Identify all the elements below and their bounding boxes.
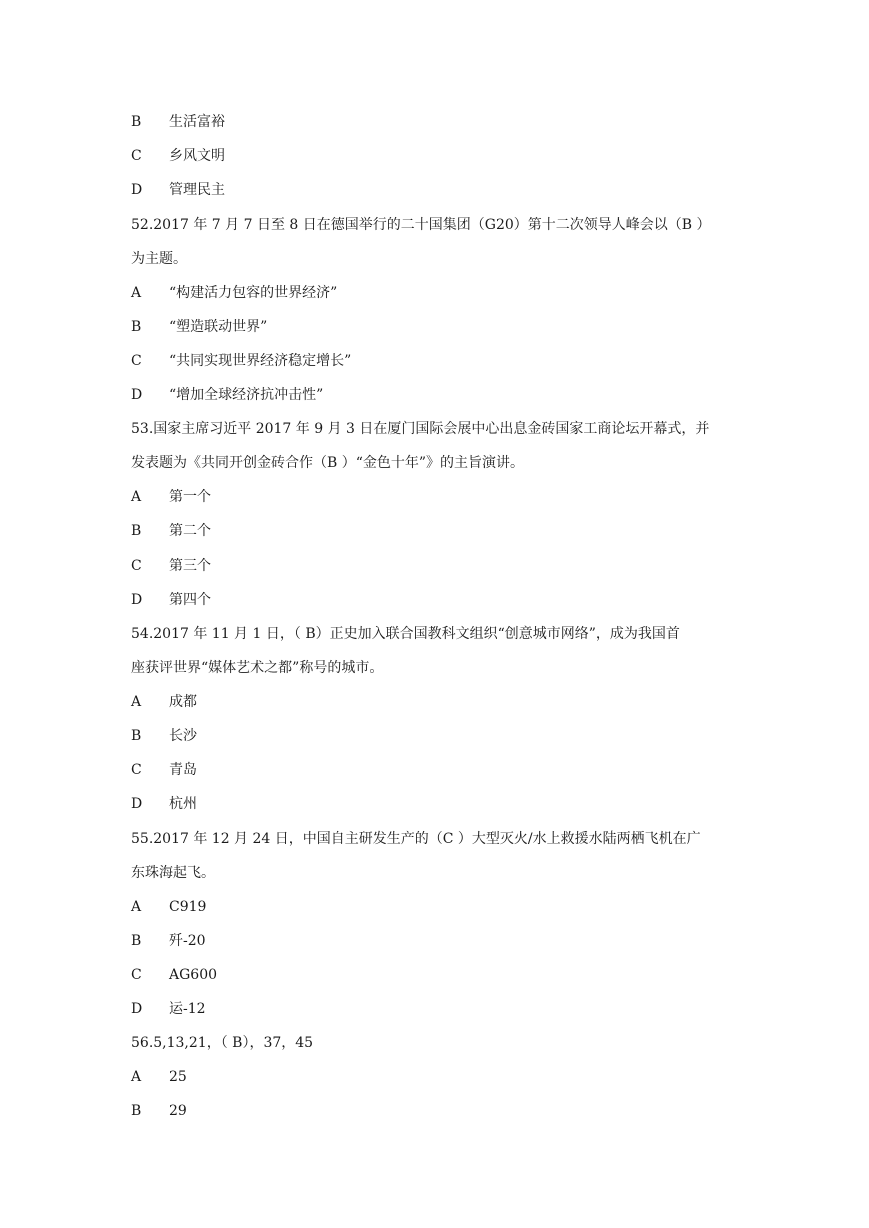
option-text: “增加全球经济抗冲击性” [169,387,324,403]
option-line [131,112,225,132]
option-line [131,692,197,712]
option-text: 杭州 [169,796,197,812]
option-letter: D [131,387,143,403]
option-letter: A [131,489,142,505]
option-line [131,897,206,917]
question-text: 东珠海起飞。 [131,865,215,881]
option-letter: D [131,592,143,608]
option-line [131,283,337,303]
option-text: 运-12 [169,1001,206,1017]
option-letter: C [131,967,142,983]
option-line [131,385,323,405]
option-line [131,317,267,337]
option-text: 29 [169,1103,187,1119]
option-letter: B [131,1103,142,1119]
option-letter: C [131,762,142,778]
option-letter: A [131,285,142,301]
option-text: “共同实现世界经济稳定增长” [169,353,352,369]
option-letter: B [131,523,142,539]
option-line [131,726,197,746]
option-text: 第三个 [169,558,211,574]
option-text: 管理民主 [169,182,225,198]
option-text: 第二个 [169,523,211,539]
option-text: 长沙 [169,728,197,744]
option-text: “塑造联动世界” [169,319,268,335]
option-line [131,180,225,200]
option-letter: D [131,796,143,812]
option-line [131,590,211,610]
option-line [131,351,351,371]
option-line [131,999,206,1019]
option-text: C919 [169,899,207,915]
option-text: 第四个 [169,592,211,608]
option-letter: B [131,933,142,949]
option-line [131,556,211,576]
option-text: 成都 [169,694,197,710]
option-line [131,521,211,541]
option-letter: A [131,694,142,710]
question-text: 53.国家主席习近平 2017 年 9 月 3 日在厦门国际会展中心出息金砖国家工商论坛开幕式，并 [131,421,710,437]
option-letter: C [131,353,142,369]
question-text: 55.2017 年 12 月 24 日，中国自主研发生产的（C ）大型灭火/水上救援水陆两栖飞机在广 [131,831,701,847]
option-text: 25 [169,1069,187,1085]
option-letter: A [131,1069,142,1085]
question-text: 座获评世界“媒体艺术之都”称号的城市。 [131,660,384,676]
option-text: 第一个 [169,489,211,505]
question-text: 54.2017 年 11 月 1 日，（ B）正史加入联合国教科文组织“创意城市网络”，成为我国首 [131,626,680,642]
option-line [131,1067,187,1087]
option-letter: C [131,148,142,164]
option-letter: C [131,558,142,574]
option-line [131,146,225,166]
option-letter: D [131,182,143,198]
option-text: “构建活力包容的世界经济” [169,285,338,301]
option-letter: A [131,899,142,915]
question-text: 为主题。 [131,251,187,267]
option-text: 歼-20 [169,933,206,949]
option-letter: B [131,114,142,130]
option-text: AG600 [169,967,218,983]
option-line [131,931,206,951]
question-text: 发表题为《共同开创金砖合作（B ）“金色十年”》的主旨演讲。 [131,455,525,471]
option-line [131,1101,187,1121]
option-text: 乡风文明 [169,148,225,164]
option-text: 青岛 [169,762,197,778]
option-letter: B [131,319,142,335]
option-line [131,794,197,814]
option-line [131,487,211,507]
option-line [131,965,217,985]
option-letter: D [131,1001,143,1017]
option-line [131,760,197,780]
question-text: 56.5,13,21，（ B），37，45 [131,1035,314,1051]
option-letter: B [131,728,142,744]
option-text: 生活富裕 [169,114,225,130]
question-text: 52.2017 年 7 月 7 日至 8 日在德国举行的二十国集团（G20）第十二次领导人峰会以（B ） [131,217,711,233]
